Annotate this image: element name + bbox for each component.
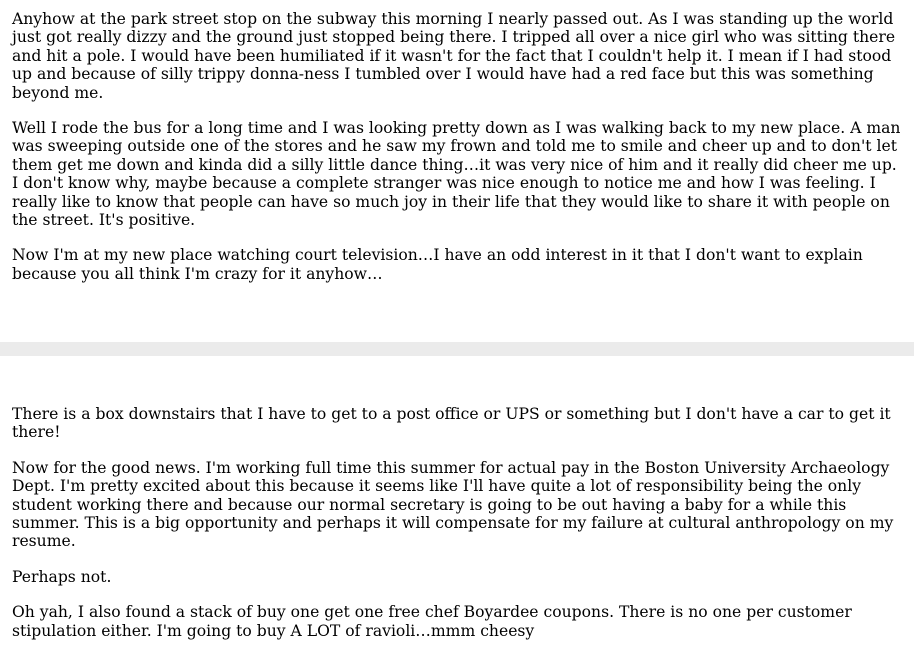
post-paragraph: Anyhow at the park street stop on the subway this morning I nearly passed out. As I was standing up the world just got really dizzy and the ground just stopped being there. I tripped all over a nice girl who was sitting there and hit a pole. I would have been humiliated if it wasn't for the fact that I couldn't help it. I mean if I had stood up and because of silly trippy donna-ness I tumbled over I would have had a red face but this was something beyond me. [12, 10, 896, 102]
post-paragraph: Now I'm at my new place watching court television…I have an odd interest in it that I don't want to explain because you all think I'm crazy for it anyhow… [12, 246, 863, 283]
blog-post-good-news [12, 405, 902, 657]
post-paragraph: Perhaps not. [12, 567, 112, 586]
post-paragraph: Now for the good news. I'm working full time this summer for actual pay in the Boston University Archaeology Dept. I'm pretty excited about this because it seems like I'll have quite a lot of responsibility being the only student working there and because our normal secretary is going to be out having a baby for a while this summer. This is a big opportunity and perhaps it will compensate for my failure at cultural anthropology on my resume. [12, 458, 894, 551]
blog-post-subway [12, 10, 902, 300]
post-paragraph: Well I rode the bus for a long time and I was looking pretty down as I was walking back to my new place. A man was sweeping outside one of the stores and he saw my frown and told me to smile and cheer up and to don't let them get me down and kinda did a silly little dance thing…it was very nice of him and it really did cheer me up. I don't know why, maybe because a complete stranger was nice enough to notice me and how I was feeling. I really like to know that people can have so much joy in their life that they would like to share it with people on the street. It's positive. [12, 119, 901, 230]
post-divider [0, 342, 914, 356]
post-paragraph: Oh yah, I also found a stack of buy one get one free chef Boyardee coupons. There is no one per customer stipulation either. I'm going to buy A LOT of ravioli…mmm cheesy [12, 603, 852, 640]
post-paragraph: There is a box downstairs that I have to get to a post office or UPS or something but I don't have a car to get it there! [12, 405, 891, 442]
